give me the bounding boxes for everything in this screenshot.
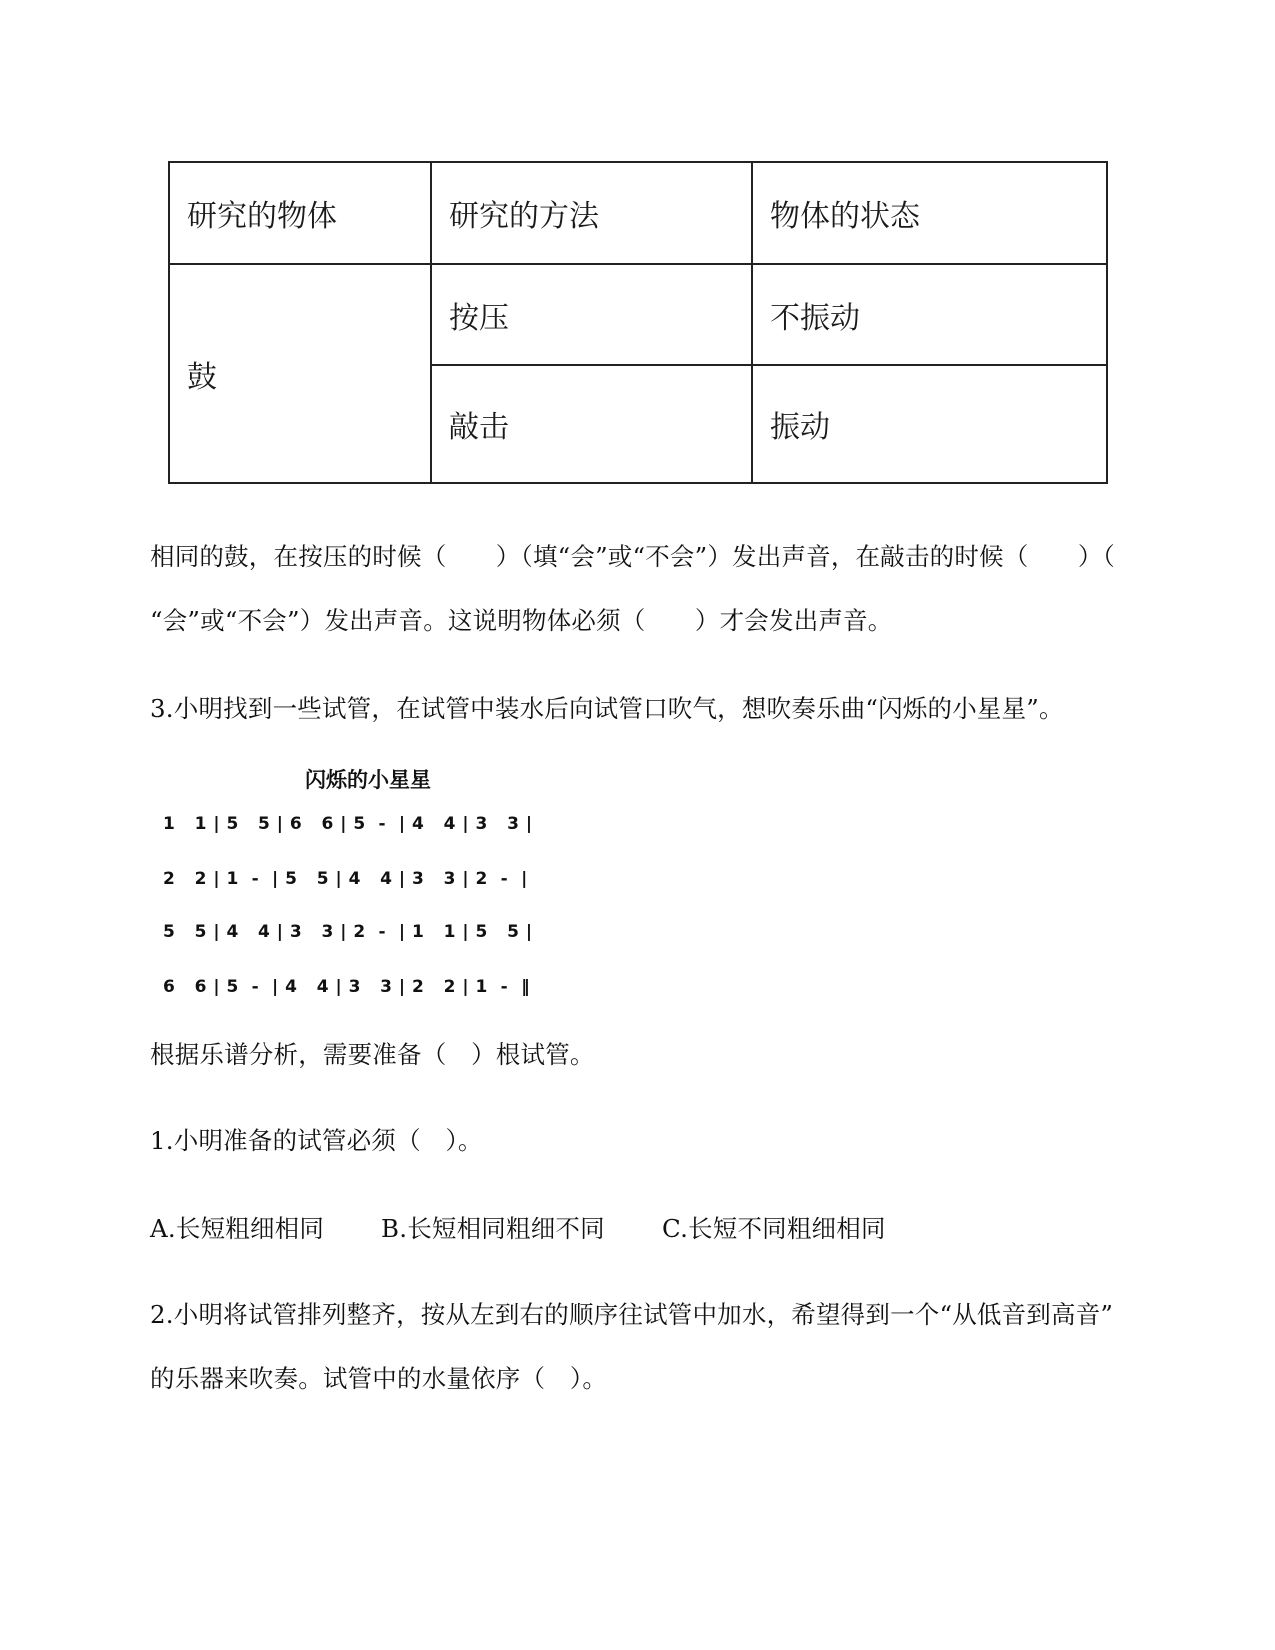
fill-in-question-line-1: 相同的鼓，在按压的时候（ ）（填“会”或“不会”）发出声音，在敲击的时候（ ）（: [150, 542, 1115, 571]
cell-method-strike: 敲击: [431, 365, 752, 483]
fill-in-question-line-2: “会”或“不会”）发出声音。这说明物体必须（ ）才会发出声音。: [150, 606, 893, 635]
option-a: A.长短粗细相同: [150, 1214, 325, 1243]
sub-question-1: 1.小明准备的试管必须（ ）。: [150, 1126, 483, 1155]
score-line: 1 1 | 5 5 | 6 6 | 5 - | 4 4 | 3 3 |: [163, 814, 533, 834]
question-3: 3.小明找到一些试管，在试管中装水后向试管口吹气，想吹奏乐曲“闪烁的小星星”。: [150, 694, 1064, 723]
header-object: 研究的物体: [169, 162, 431, 264]
sub-question-2-line-2: 的乐器来吹奏。试管中的水量依序（ ）。: [150, 1364, 608, 1393]
score-line: 5 5 | 4 4 | 3 3 | 2 - | 1 1 | 5 5 |: [163, 922, 533, 942]
score-line: 2 2 | 1 - | 5 5 | 4 4 | 3 3 | 2 - |: [163, 869, 528, 889]
score-line: 6 6 | 5 - | 4 4 | 3 3 | 2 2 | 1 - ‖: [163, 977, 531, 997]
cell-method-press: 按压: [431, 264, 752, 365]
music-score-image: [155, 752, 625, 1012]
analysis-question: 根据乐谱分析，需要准备（ ）根试管。: [150, 1040, 595, 1069]
research-table: [168, 161, 1108, 484]
header-state: 物体的状态: [752, 162, 1107, 264]
table-row: [169, 264, 1107, 365]
option-b: B.长短相同粗细不同: [381, 1214, 605, 1243]
option-c: C.长短不同粗细相同: [662, 1214, 886, 1243]
score-title: 闪烁的小星星: [305, 768, 431, 792]
cell-state-vibration: 振动: [752, 365, 1107, 483]
header-method: 研究的方法: [431, 162, 752, 264]
cell-state-no-vibration: 不振动: [752, 264, 1107, 365]
table-header-row: [169, 162, 1107, 264]
sub-question-2-line-1: 2.小明将试管排列整齐，按从左到右的顺序往试管中加水，希望得到一个“从低音到高音”: [150, 1300, 1114, 1329]
cell-object-drum: 鼓: [169, 264, 431, 483]
